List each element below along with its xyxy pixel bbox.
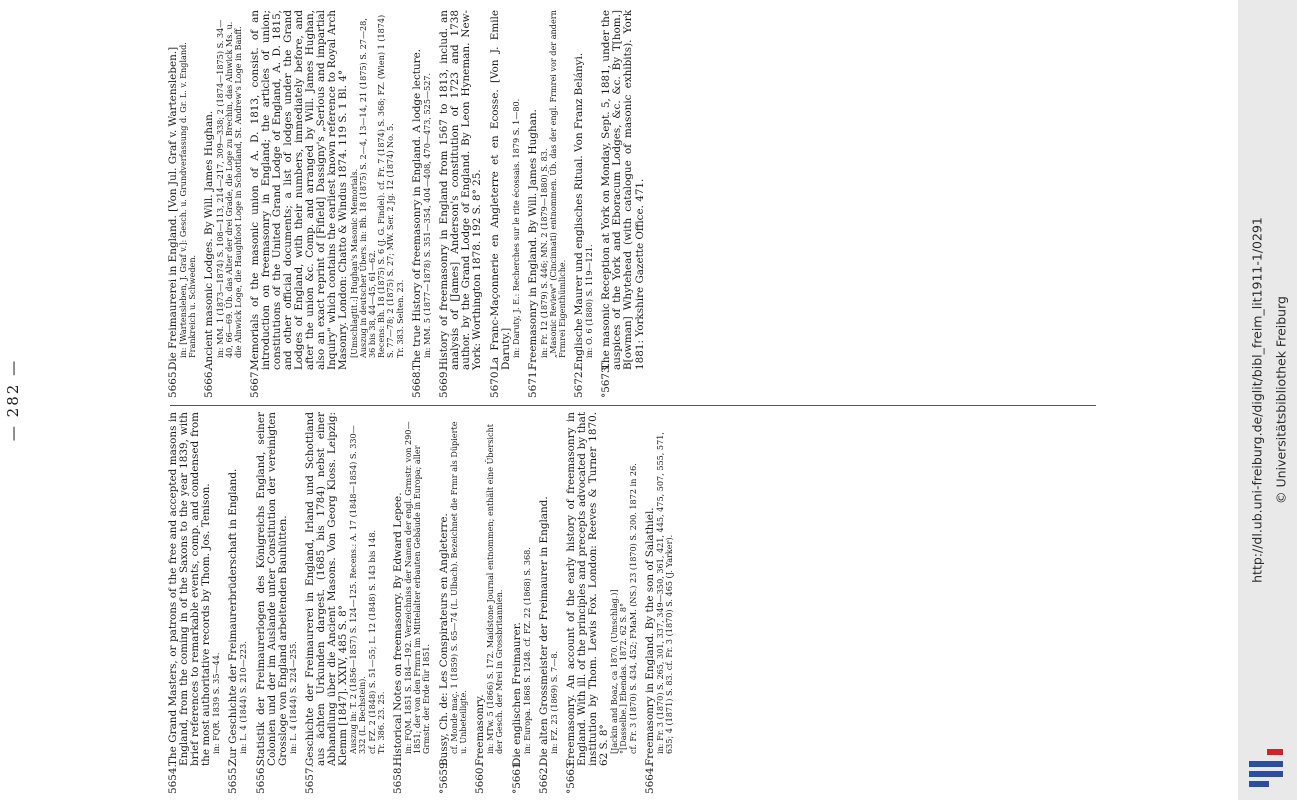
entry-note: in: Fr. 3 (1870) S. 265, 301, 337, 349—350, 361, 421, 445, 475, 507, 555, 571, 635; 4 (1871) S. 83. cf. Fr. 3 (1870) S. 465 (J. Yarker). [654,432,675,754]
bibliography-entry [204,10,243,398]
entry-number: 5672. [573,368,586,398]
entry-note: in: Daruty, J. E.: Recherches sur le rite écossais. 1879 S. 1—80. [511,98,522,358]
entry-title: Historical Notes on freemasonry. By Edward Lepee. [391,492,404,766]
entry-number: °5673. [600,363,613,398]
entry-note: in: FQM. 1851 S. 184—192. Verzeichniss der Namen der engl. Grmstr. von 290—1851; der von den Frmrn im Mittelalter erbauten Gebäude in Europa; aller Grmstr. der Erde für 1851. [403,421,432,754]
logo-bar-blue-1 [1249,761,1283,767]
entry-note: cf. Fr. 3 (1870) S. 434, 452; FMaM. (NS.) 23 (1870) S. 200. 1872 in 26. [627,463,638,754]
entry-title: Statistik der Freimaurerlogen des Königreichs England, seiner Colonien und der im Auslande unter Constitution der vereinigten Grossloge von England arbeitenden Bauhütten. [254,412,289,766]
entry-title: Freemasonry. [474,694,487,766]
copyright-label: © Universitätsbibliothek Freiburg [1273,296,1289,504]
entry-note: in: O. 6 (1880) S. 119—121. [584,244,595,358]
entry-number: 5666. [203,368,216,398]
entry-note: Tr. 386. 23. 25. [375,691,386,754]
entry-number: 5654. [167,764,179,794]
entry-title: Zur Geschichte der Freimaurerbrüderschaft in England. [227,468,240,766]
entry-note: in: Europa. 1868 S. 1248. cf. FZ. 22 (1868) S. 368. [521,547,532,754]
entry-title: Englische Maurer und englisches Ritual. Von Franz Belányi. [573,52,586,370]
entry-note: cf. FZ. 2 (1848) S. 51—55; L. 12 (1848) S. 143 bis 148. [366,529,377,754]
entry-number: 5669. [438,368,450,398]
entry-number: 5664. [643,764,656,794]
entry-note: °[Dasselbe.] Ebendas. 1872. 62 S. 8° [618,602,629,754]
entry-number: °5661. [510,759,523,794]
bibliography-entry [168,412,221,794]
right-column [168,10,653,398]
column-divider [170,405,1096,406]
bibliography-entry [250,10,405,398]
entry-note: in: MM. 5 (1877—1878) S. 351—354, 404—408, 470—473, 525—527. [421,72,432,358]
entry-title: Die englischen Freimaurer. [510,622,523,766]
entry-number: 5657. [303,764,316,794]
entry-number: 5665. [167,368,179,398]
bibliography-entry [645,412,674,794]
entry-note: [Umschlagtit.:] Hughan's Masonic Memorials. [348,168,359,358]
entry-note: in: MTw. 5 (1866) S. 172. Maidstone Journal entnommen; enthält eine Übersicht der Gesch. der Mrei in Grossbritannien. [485,423,505,754]
entry-note: in: L. 4 (1844) S. 210—223. [238,641,249,754]
entry-number: 5668. [410,368,423,398]
bibliography-entry [305,412,386,794]
entry-number: 5662. [537,764,550,794]
entry-number: 5671. [527,368,540,398]
bibliography-entry [256,412,298,794]
entry-note: in: FZ. 23 (1869) S. 7—8. [548,650,559,754]
entry-number: °5659. [437,759,450,794]
bibliography-entry [439,412,468,794]
entry-title: Die Freimaurerei in England. [Von Jul. Graf v. Wartensleben.] [167,46,179,370]
entry-note: in: L. 4 (1844) S. 224—255. [287,641,298,754]
entry-note: Auszug in deutscher Übers. in: Bh. 18 (1875) S. 2—4, 13—14, 21 (1875) S. 27—28, 36 bis 38, 44—45, 61—62. [357,18,377,358]
entry-number: 5655. [227,764,240,794]
entry-title: The true History of freemasonry in England. A lodge lecture. [410,48,423,370]
entry-title: Ancient masonic Lodges. By Will. James Hughan. [203,110,216,370]
bibliography-entry [528,10,567,398]
bibliography-entry [439,10,483,398]
entry-title: Die alten Grossmeister der Freimaurer in England. [537,496,550,766]
entry-title: The Grand Masters, or patrons of the free and accepted masons in England, from the coming in of the Saxons to the year 1839, with brief references to remarkable events, comp. and condensed from the most authoritative records by Thom. Jos. Tenison. [167,412,213,766]
entry-number: 5658. [391,764,404,794]
logo-bar-red [1267,749,1283,755]
entry-number: 5656. [254,764,267,794]
entry-note: Auszug in: T. 2 (1856—1857) S. 124—125. Recens.: A. 17 (1848—1854) S. 330—332 (L. Bechstein). [348,425,368,754]
bibliography-entry [168,10,197,398]
logo-bar-blue-3 [1249,781,1269,787]
entry-note: in: Fr. 12 (1879) S. 446; MN. 2 (1879—1880) S. 83. [538,148,549,358]
entry-title: La Franc-Maçonnerie en Angleterre et en Ecosse. [Von J. Emile Daruty.] [489,10,513,370]
entry-note: Recens: Bh. 18 (1875) S. 6 (J. G. Findel). cf. Fr. 7 (1874) S. 368; FZ. (Wien) 1 (1874) S. 77—78; 2 (1875) S. 27; MW. Ser. 2 Jg. 12 (1874) No. 5. [376,14,396,358]
entry-note: Tr. 383. Selten. 23. [394,279,405,358]
entry-number: °5663. [565,759,578,794]
entry-title: Freemasonry in England. By the son of Salathiel. [643,507,656,766]
bibliography-entry [574,10,594,398]
bibliography-entry [601,10,645,398]
bibliography-entry [490,10,521,398]
entry-note: in: [Wartensleben, J. Graf v.]: Gesch. u. Grundverfassung d. Gr. L. v. England. Frankreich u. Schweden. [178,42,198,358]
bibliography-entry [539,412,559,794]
entry-title: Geschichte der Freimaurerei in England, Irland und Schottland aus ächten Urkunden dargest. (1685 bis 1784) nebst einer Abhandlung über die Ancient Masons. Von Georg Kloss. Leipzig: Klemm [1847]. XXIV, 485 S. 8° [303,412,350,766]
entry-title: Freemasonry in England. By Will. James Hughan. [527,109,540,370]
source-url-label: http://dl.ub.uni-freiburg.de/diglit/bibl_freim_lit1911-1/0291 [1249,217,1265,583]
bibliography-entry [393,412,432,794]
entry-title: Memorials of the masonic union of A. D. 1813, consist. of an introduction on freemasonry in England; the articles of union; constitutions of the United Grand Lodge of England, A. D. 1815, and other official documents; a list of lodges under the Grand Lodges of England, with their numbers, immediately before, and after the union &c. Comp. and arranged by Will. James Hughan, also an exact reprint of [Fifield] Dassigny's „Serious and impartial Inquiry" which contains the earliest known reference to Royal Arch Masonry. London: Chatto & Windus 1874. 119 S. 1 Bl. 4° [249,10,350,370]
entry-note: in: FQR. 1839 S. 35—44. [211,652,222,754]
entry-note: cf. Monde maç. 1 (1859) S. 65—74 (L. Ulbach). Bezeichnet die Frmr als Düpierte u. Unbeteiligte. [448,421,468,754]
entry-note: in: MM. 1 (1873—1874) S. 108—113, 214—217, 309—338; 2 (1874—1875) S. 34—40, 66—69. Üb. das Alter der drei Grade, die Loge zu Brechin, das Alnwick Ms. u. die Alnwick Loge, die Haughfoot Loge in Schottland, St. Andrew's Loge in Banff. [214,19,243,358]
page-number: — 282 — [4,358,22,442]
left-column [168,412,681,794]
entry-title: Freemasonry. An account of the early history of freemasonry in England. With ill. of the principles and precepts advocated by that institution by Thom. Lewis Fox. London: Reeves & Turner 1870. 62 S. 8° [565,412,611,766]
library-logo-icon [1249,749,1287,789]
entry-note: [Jackin and Boaz, ca 1870. (Umschlag.)] [609,589,620,754]
bibliography-entry [512,412,532,794]
entry-note: „Masonic Review" (Cincinnati) entnommen. Üb. das der engl. Frmrei vor der andern Frmrei Eigenthümliche. [547,10,567,358]
entry-title: History of freemasonry in England from 1567 to 1813, includ. an analysis of [James] Anderson's constitution of 1723 and 1738 author. by the Grand Lodge of England. By Leon Hyneman. New-York: Worthington 1878. 192 S. 8° 25. [438,10,484,370]
logo-bar-blue-2 [1249,771,1283,777]
entry-number: 5667. [249,368,262,398]
bibliography-entry [566,412,638,794]
entry-number: 5670. [489,368,502,398]
entry-number: 5660. [474,764,487,794]
entry-title: The masonic Reception at York on Monday, Sept. 5, 1881, under the auspices of the York and Eboracum Lodges, &c. &c. By T[hom.] B[owman] Whytehead (with catalogue of masonic exhibits). York 1881: Yorkshire Gazette Office. 471. [600,10,646,370]
entry-title: Bussy, Ch. de: Les Conspirateurs en Angleterre. [437,513,450,766]
bibliography-entry [228,412,248,794]
bibliography-entry [412,10,432,398]
bibliography-entry [475,412,504,794]
